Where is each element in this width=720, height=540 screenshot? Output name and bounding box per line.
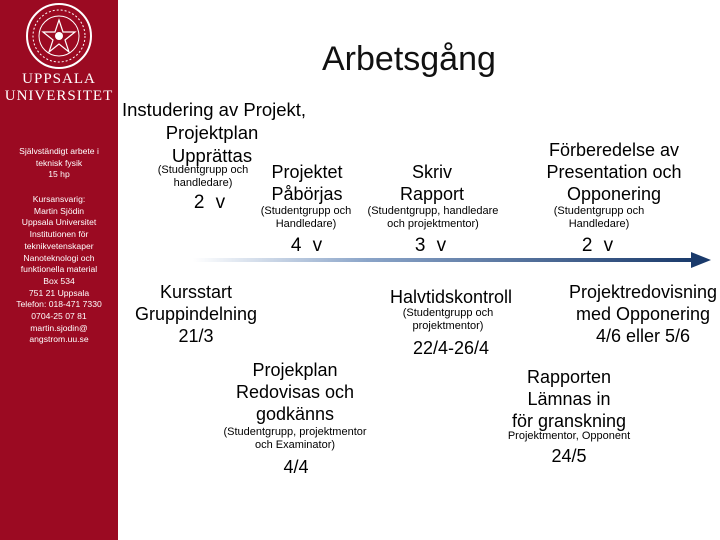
phase-forberedelse-duration: 2 v [581,235,617,256]
contact-line: martin.sjodin@ [30,322,88,333]
phase-skriv-duration: 3 v [414,235,450,256]
milestone-line: Redovisas och [235,382,355,402]
contact-line: Box 534 [43,275,75,286]
phase-heading-line: Rapport [399,184,465,204]
course-info [4,146,114,181]
contact-line: Uppsala Universitet [21,217,97,228]
milestone-rapporten-who: Projektmentor, Opponent [507,430,631,442]
phase-instudering-who [138,164,268,190]
phase-heading-line: Skriv [412,162,452,182]
phase-heading-line: Upprättas [171,145,253,166]
milestone-line: Rapporten [526,367,612,387]
contact-line: Institutionen för [29,229,89,240]
who-line: projektmentor) [412,320,484,332]
phase-heading-line: Påbörjas [271,184,343,204]
contact-info [4,194,114,346]
milestone-line: Projektredovisning [568,282,718,302]
contact-line: Nanoteknologi och [23,252,95,263]
sidebar [0,0,118,540]
phase-heading-line: Instudering av Projekt, [122,99,307,120]
milestone-projektplan [220,359,370,425]
university-seal-icon [25,2,93,70]
phase-skriv-who [357,205,509,231]
phase-heading-line: Presentation och [546,162,682,182]
phase-projektet-duration: 4 v [290,235,326,256]
who-line: (Studentgrupp, handledare [367,205,499,217]
course-line: 15 hp [48,169,70,180]
milestone-projektplan-who [206,426,384,452]
milestone-line: Kursstart [159,282,233,302]
phase-heading-line: Förberedelse av [548,140,680,160]
phase-projektet-who [254,205,358,231]
who-line: och Examinator) [254,439,336,451]
who-line: (Studentgrupp, projektmentor [223,426,367,438]
contact-line: Kursansvarig: [32,194,86,204]
phase-projektet [266,161,348,205]
who-line: handledare) [173,177,233,189]
milestone-line: 4/6 eller 5/6 [595,326,691,346]
phase-heading-line: Projektet [271,162,343,182]
course-line: teknisk fysik [35,157,83,168]
contact-line: angstrom.uu.se [29,334,89,345]
who-line: Handledare) [275,218,337,230]
phase-instudering-duration: 2 v [193,192,229,213]
course-line: Självständigt arbete i [19,146,99,156]
milestone-line: 21/3 [178,326,214,346]
timeline-arrow [193,250,713,270]
milestone-line: Gruppindelning [134,304,258,324]
phase-heading-line: Projektplan [165,122,259,143]
contact-line: Telefon: 018-471 7330 [16,299,102,310]
contact-line: Martin Sjödin [33,205,85,216]
milestone-projektplan-date: 4/4 [283,457,309,477]
contact-line: funktionella material [20,264,98,275]
milestone-kursstart [126,281,266,347]
university-name-line2: UNIVERSITET [4,88,114,104]
who-line: (Studentgrupp och [402,307,494,319]
who-line: (Studentgrupp och [157,164,249,176]
slide-title: Arbetsgång [322,40,496,78]
phase-skriv [384,161,480,205]
phase-forberedelse-who [538,205,660,231]
who-line: Handledare) [568,218,630,230]
milestone-halvtid-title: Halvtidskontroll [389,287,513,307]
university-name-line1: UPPSALA [22,71,96,87]
milestone-line: godkänns [255,404,335,424]
milestone-halvtid-who [388,307,508,333]
milestone-rapporten-date: 24/5 [551,446,587,466]
milestone-line: med Opponering [575,304,711,324]
who-line: (Studentgrupp och [553,205,645,217]
who-line: (Studentgrupp och [260,205,352,217]
milestone-line: Lämnas in [527,389,611,409]
contact-line: 751 21 Uppsala [28,287,90,298]
milestone-halvtid-date: 22/4-26/4 [412,338,490,358]
phase-heading-line: Opponering [566,184,662,204]
phase-forberedelse [516,139,712,205]
contact-line: teknikvetenskaper [24,240,94,251]
milestone-rapporten [496,366,642,432]
milestone-line: för granskning [511,411,627,431]
who-line: och projektmentor) [387,218,479,230]
milestone-line: Projekplan [252,360,338,380]
contact-line: 0704-25 07 81 [31,311,87,322]
milestone-redovisning [560,281,720,347]
phase-instudering [122,98,307,167]
